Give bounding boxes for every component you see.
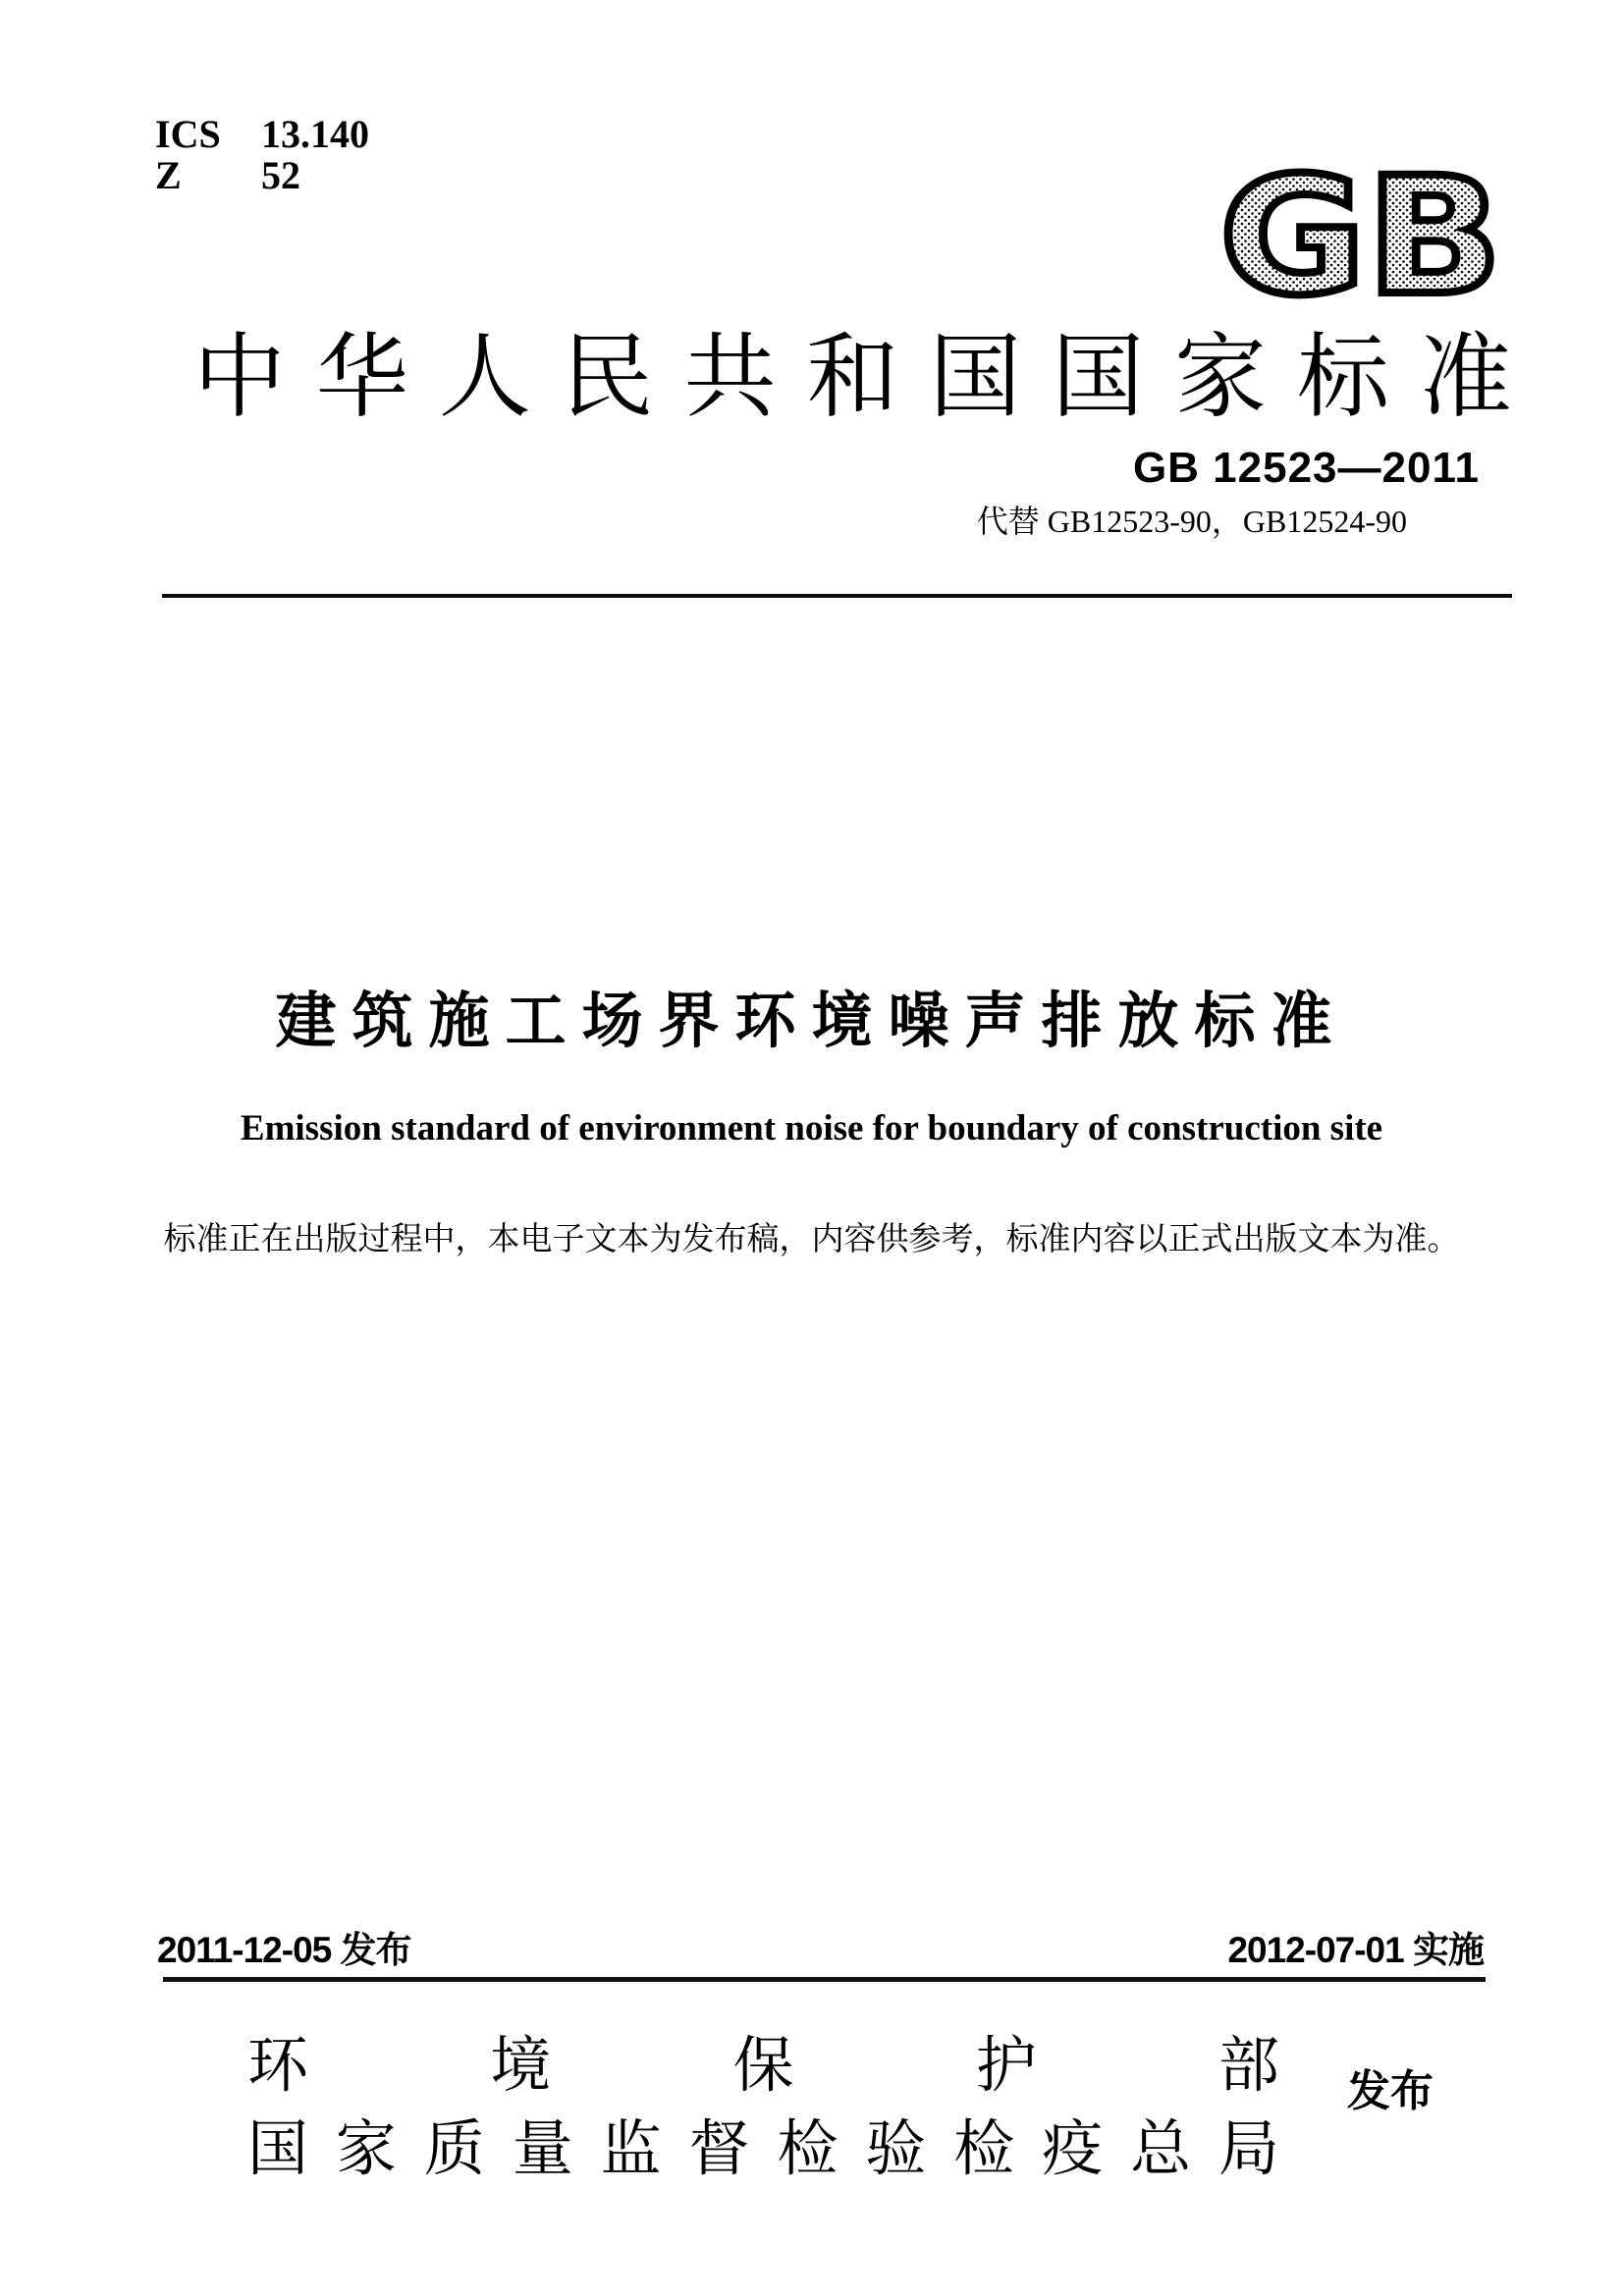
issuer-aqsiq: 国 家 质 量 监 督 检 验 检 疫 总 局	[247, 2116, 1279, 2183]
ics-block	[155, 114, 369, 196]
publish-label: 发布	[1347, 2067, 1434, 2115]
issuer-ministry: 环 境 保 护 部	[247, 2033, 1279, 2100]
doc-class-label: Z	[155, 153, 182, 197]
dates-row	[157, 1920, 1484, 1973]
document-title-en: Emission standard of environment noise for boundary of construction site	[240, 1108, 1383, 1148]
replaces-note: 代替 GB12523-90，GB12524-90	[976, 504, 1407, 539]
bottom-divider	[163, 1977, 1486, 1982]
draft-status-note: 标准正在出版过程中，本电子文本为发布稿，内容供参考，标准内容以正式出版文本为准。	[163, 1222, 1460, 1257]
issue-date: 2011-12-05 发布	[157, 1930, 411, 1970]
national-standard-title: 中 华 人 民 共 和 国 国 家 标 准	[193, 327, 1512, 429]
doc-class-code: 52	[261, 153, 300, 197]
gb-logo-text: GB	[1219, 167, 1502, 302]
document-title-cn: 建筑施工场界环境噪声排放标准	[275, 988, 1348, 1055]
standard-number: GB 12523—2011	[1132, 444, 1480, 492]
ics-row	[155, 114, 369, 155]
ics-label: ICS	[155, 112, 221, 156]
ics-code: 13.140	[261, 112, 369, 156]
doc-class-row	[155, 155, 369, 196]
top-divider	[162, 594, 1512, 598]
implementation-date: 2012-07-01 实施	[1227, 1930, 1484, 1970]
gb-logo	[1213, 167, 1509, 302]
